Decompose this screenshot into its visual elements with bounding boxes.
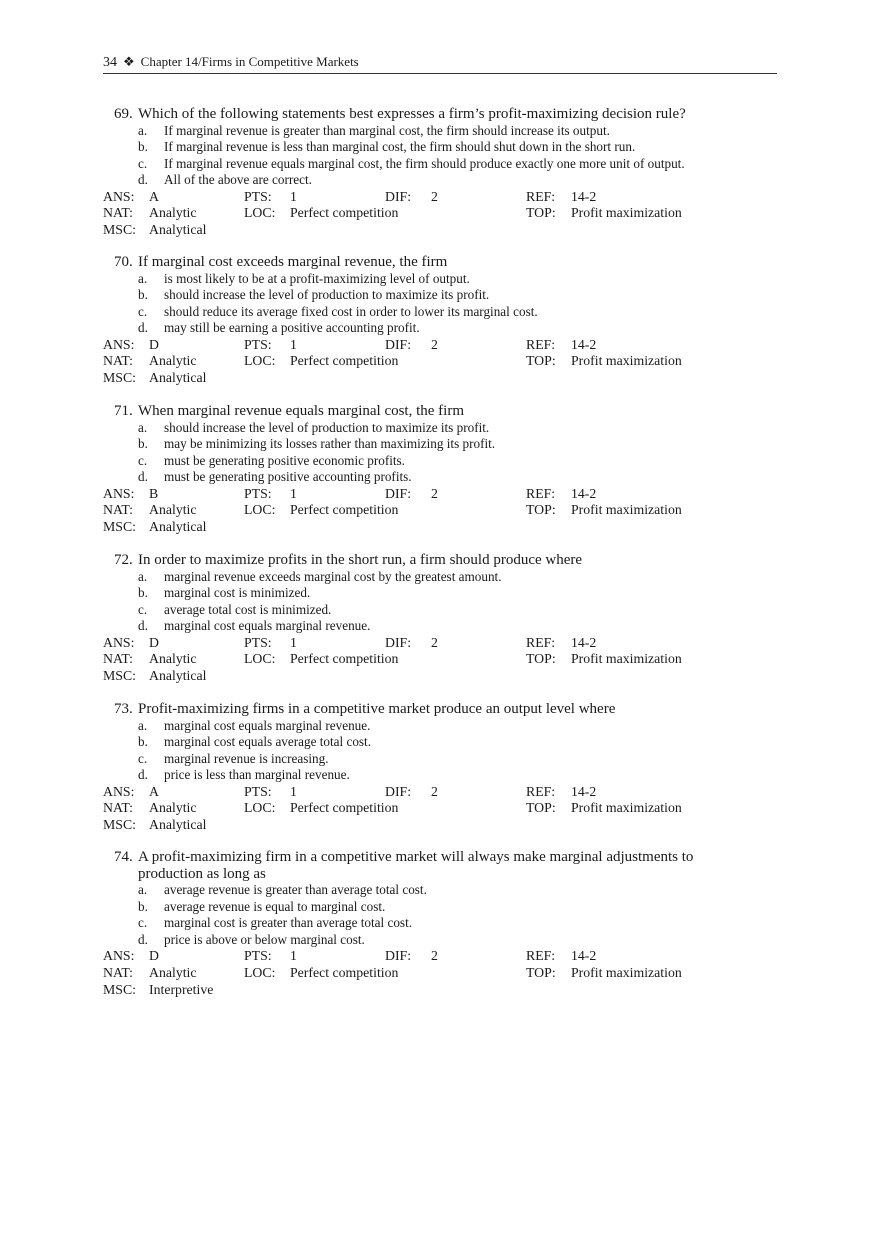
question-stem	[103, 106, 783, 123]
question-stem	[103, 403, 783, 420]
option-text: price is above or below marginal cost.	[164, 931, 365, 947]
question-stem-text: A profit-maximizing firm in a competitive market will always make marginal adjustments to	[138, 849, 694, 865]
topic-value: Profit maximization	[571, 502, 682, 518]
meta-label: LOC:	[244, 353, 276, 369]
answer-value: A	[149, 188, 159, 204]
page-header	[103, 53, 777, 74]
misc-value: Analytical	[149, 370, 207, 386]
answer-option	[103, 585, 783, 602]
meta-label: LOC:	[244, 800, 276, 816]
points-value: 1	[290, 948, 297, 964]
option-letter: a.	[138, 717, 148, 733]
metadata-row	[103, 948, 783, 965]
question-stem-text: Which of the following statements best expresses a firm’s profit-maximizing decision rule?	[138, 106, 686, 122]
meta-label: NAT:	[103, 502, 133, 518]
meta-label: TOP:	[526, 205, 556, 221]
option-letter: a.	[138, 122, 148, 138]
option-letter: b.	[138, 139, 148, 155]
difficulty-value: 2	[431, 485, 438, 501]
question-stem-text: Profit-maximizing firms in a competitive market produce an output level where	[138, 701, 616, 717]
reference-value: 14-2	[571, 188, 597, 204]
difficulty-value: 2	[431, 783, 438, 799]
meta-label: DIF:	[385, 336, 412, 352]
option-letter: b.	[138, 898, 148, 914]
meta-label: REF:	[526, 634, 556, 650]
option-letter: a.	[138, 568, 148, 584]
question-block	[103, 849, 783, 998]
metadata-row	[103, 651, 783, 668]
question-stem-text: In order to maximize profits in the short run, a firm should produce where	[138, 552, 583, 568]
answer-option	[103, 882, 783, 899]
option-letter: c.	[138, 303, 148, 319]
option-text: is most likely to be at a profit-maximizing level of output.	[164, 270, 470, 286]
answer-option	[103, 734, 783, 751]
meta-label: TOP:	[526, 353, 556, 369]
points-value: 1	[290, 634, 297, 650]
meta-label: REF:	[526, 188, 556, 204]
option-letter: a.	[138, 419, 148, 435]
question-stem-text: production as long as	[138, 865, 266, 882]
misc-value: Analytical	[149, 519, 207, 535]
metadata-row	[103, 965, 783, 982]
answer-option	[103, 453, 783, 470]
answer-option	[103, 436, 783, 453]
difficulty-value: 2	[431, 948, 438, 964]
metadata-row	[103, 353, 783, 370]
metadata-row	[103, 337, 783, 354]
meta-label: REF:	[526, 783, 556, 799]
meta-label: MSC:	[103, 519, 136, 535]
misc-value: Interpretive	[149, 981, 214, 997]
meta-label: MSC:	[103, 981, 136, 997]
metadata-row	[103, 784, 783, 801]
option-letter: d.	[138, 931, 148, 947]
location-value: Perfect competition	[290, 964, 399, 980]
points-value: 1	[290, 485, 297, 501]
question-stem-text: If marginal cost exceeds marginal revenue, the firm	[138, 254, 448, 270]
option-text: may be minimizing its losses rather than maximizing its profit.	[164, 436, 496, 452]
location-value: Perfect competition	[290, 502, 399, 518]
metadata-row	[103, 222, 783, 239]
national-standard-value: Analytic	[149, 800, 197, 816]
answer-value: A	[149, 783, 159, 799]
location-value: Perfect competition	[290, 800, 399, 816]
meta-label: PTS:	[244, 783, 272, 799]
metadata-row	[103, 370, 783, 387]
option-letter: d.	[138, 172, 148, 188]
answer-value: D	[149, 948, 159, 964]
option-letter: b.	[138, 436, 148, 452]
meta-label: DIF:	[385, 634, 412, 650]
answer-option	[103, 751, 783, 768]
answer-option	[103, 469, 783, 486]
meta-label: DIF:	[385, 948, 412, 964]
meta-label: ANS:	[103, 188, 135, 204]
option-text: If marginal revenue is less than marginal cost, the firm should shut down in the short run.	[164, 139, 636, 155]
question-stem	[103, 849, 783, 866]
metadata-row	[103, 800, 783, 817]
meta-label: LOC:	[244, 502, 276, 518]
national-standard-value: Analytic	[149, 353, 197, 369]
option-letter: c.	[138, 601, 148, 617]
meta-label: ANS:	[103, 948, 135, 964]
answer-value: D	[149, 336, 159, 352]
option-letter: d.	[138, 618, 148, 634]
meta-label: DIF:	[385, 485, 412, 501]
option-text: average revenue is equal to marginal cost.	[164, 898, 386, 914]
meta-label: MSC:	[103, 817, 136, 833]
meta-label: NAT:	[103, 651, 133, 667]
metadata-row	[103, 205, 783, 222]
meta-label: TOP:	[526, 964, 556, 980]
option-text: marginal cost equals marginal revenue.	[164, 717, 371, 733]
option-text: marginal cost equals marginal revenue.	[164, 618, 371, 634]
location-value: Perfect competition	[290, 651, 399, 667]
question-stem	[103, 701, 783, 718]
meta-label: NAT:	[103, 964, 133, 980]
answer-option	[103, 320, 783, 337]
meta-label: PTS:	[244, 188, 272, 204]
diamond-icon: ❖	[123, 54, 135, 69]
answer-option	[103, 602, 783, 619]
answer-option	[103, 304, 783, 321]
meta-label: MSC:	[103, 222, 136, 238]
option-letter: a.	[138, 270, 148, 286]
option-text: may still be earning a positive accounting profit.	[164, 320, 420, 336]
option-letter: d.	[138, 469, 148, 485]
misc-value: Analytical	[149, 817, 207, 833]
option-text: average total cost is minimized.	[164, 601, 332, 617]
option-text: should increase the level of production to maximize its profit.	[164, 419, 490, 435]
topic-value: Profit maximization	[571, 205, 682, 221]
option-letter: c.	[138, 452, 148, 468]
chapter-title: Chapter 14/Firms in Competitive Markets	[140, 54, 359, 69]
answer-option	[103, 420, 783, 437]
option-text: marginal cost is greater than average total cost.	[164, 915, 413, 931]
meta-label: REF:	[526, 336, 556, 352]
option-letter: b.	[138, 734, 148, 750]
option-letter: d.	[138, 767, 148, 783]
meta-label: TOP:	[526, 651, 556, 667]
answer-option	[103, 767, 783, 784]
meta-label: ANS:	[103, 485, 135, 501]
location-value: Perfect competition	[290, 205, 399, 221]
metadata-row	[103, 189, 783, 206]
meta-label: LOC:	[244, 651, 276, 667]
meta-label: REF:	[526, 948, 556, 964]
location-value: Perfect competition	[290, 353, 399, 369]
meta-label: PTS:	[244, 634, 272, 650]
option-text: marginal revenue is increasing.	[164, 750, 329, 766]
option-text: price is less than marginal revenue.	[164, 767, 350, 783]
meta-label: DIF:	[385, 783, 412, 799]
option-text: All of the above are correct.	[164, 172, 312, 188]
meta-label: DIF:	[385, 188, 412, 204]
option-letter: b.	[138, 287, 148, 303]
metadata-row	[103, 817, 783, 834]
topic-value: Profit maximization	[571, 651, 682, 667]
question-block	[103, 403, 783, 536]
option-letter: c.	[138, 750, 148, 766]
option-letter: c.	[138, 155, 148, 171]
answer-option	[103, 932, 783, 949]
meta-label: ANS:	[103, 783, 135, 799]
topic-value: Profit maximization	[571, 353, 682, 369]
meta-label: NAT:	[103, 800, 133, 816]
national-standard-value: Analytic	[149, 651, 197, 667]
option-text: must be generating positive accounting profits.	[164, 469, 412, 485]
question-block	[103, 701, 783, 834]
points-value: 1	[290, 188, 297, 204]
meta-label: MSC:	[103, 668, 136, 684]
difficulty-value: 2	[431, 336, 438, 352]
option-letter: d.	[138, 320, 148, 336]
meta-label: PTS:	[244, 336, 272, 352]
meta-label: ANS:	[103, 634, 135, 650]
option-text: If marginal revenue equals marginal cost, the firm should produce exactly one more unit of output.	[164, 155, 685, 171]
difficulty-value: 2	[431, 188, 438, 204]
meta-label: PTS:	[244, 948, 272, 964]
metadata-row	[103, 635, 783, 652]
question-number: 74.	[114, 849, 133, 865]
meta-label: NAT:	[103, 205, 133, 221]
meta-label: TOP:	[526, 800, 556, 816]
points-value: 1	[290, 336, 297, 352]
question-number: 71.	[114, 403, 133, 419]
question-number: 72.	[114, 552, 133, 568]
meta-label: ANS:	[103, 336, 135, 352]
answer-option	[103, 271, 783, 288]
misc-value: Analytical	[149, 668, 207, 684]
metadata-row	[103, 519, 783, 536]
question-stem	[103, 552, 783, 569]
option-letter: a.	[138, 882, 148, 897]
answer-value: B	[149, 485, 159, 501]
reference-value: 14-2	[571, 336, 597, 352]
points-value: 1	[290, 783, 297, 799]
reference-value: 14-2	[571, 948, 597, 964]
question-stem-text: When marginal revenue equals marginal cost, the firm	[138, 403, 465, 419]
option-text: must be generating positive economic profits.	[164, 452, 405, 468]
option-text: should reduce its average fixed cost in order to lower its marginal cost.	[164, 303, 538, 319]
question-stem	[103, 866, 783, 883]
answer-option	[103, 139, 783, 156]
national-standard-value: Analytic	[149, 205, 197, 221]
metadata-row	[103, 982, 783, 999]
page-number: 34	[103, 55, 117, 70]
answer-option	[103, 123, 783, 140]
metadata-row	[103, 668, 783, 685]
question-block	[103, 552, 783, 685]
option-text: If marginal revenue is greater than marginal cost, the firm should increase its output.	[164, 122, 610, 138]
meta-label: MSC:	[103, 370, 136, 386]
option-text: marginal cost equals average total cost.	[164, 734, 372, 750]
answer-option	[103, 915, 783, 932]
meta-label: REF:	[526, 485, 556, 501]
answer-option	[103, 172, 783, 189]
question-stem	[103, 254, 783, 271]
difficulty-value: 2	[431, 634, 438, 650]
option-letter: b.	[138, 585, 148, 601]
national-standard-value: Analytic	[149, 964, 197, 980]
answer-option	[103, 287, 783, 304]
reference-value: 14-2	[571, 634, 597, 650]
topic-value: Profit maximization	[571, 964, 682, 980]
question-block	[103, 254, 783, 387]
answer-option	[103, 156, 783, 173]
misc-value: Analytical	[149, 222, 207, 238]
option-text: should increase the level of production to maximize its profit.	[164, 287, 490, 303]
meta-label: NAT:	[103, 353, 133, 369]
answer-option	[103, 718, 783, 735]
metadata-row	[103, 486, 783, 503]
metadata-row	[103, 502, 783, 519]
reference-value: 14-2	[571, 485, 597, 501]
question-block	[103, 106, 783, 239]
answer-value: D	[149, 634, 159, 650]
reference-value: 14-2	[571, 783, 597, 799]
meta-label: LOC:	[244, 205, 276, 221]
topic-value: Profit maximization	[571, 800, 682, 816]
answer-option	[103, 569, 783, 586]
option-text: average revenue is greater than average total cost.	[164, 882, 427, 897]
question-number: 73.	[114, 701, 133, 717]
question-number: 69.	[114, 106, 133, 122]
meta-label: LOC:	[244, 964, 276, 980]
answer-option	[103, 618, 783, 635]
meta-label: PTS:	[244, 485, 272, 501]
question-number: 70.	[114, 254, 133, 270]
option-text: marginal revenue exceeds marginal cost by the greatest amount.	[164, 568, 502, 584]
meta-label: TOP:	[526, 502, 556, 518]
option-text: marginal cost is minimized.	[164, 585, 311, 601]
answer-option	[103, 899, 783, 916]
national-standard-value: Analytic	[149, 502, 197, 518]
option-letter: c.	[138, 915, 148, 931]
